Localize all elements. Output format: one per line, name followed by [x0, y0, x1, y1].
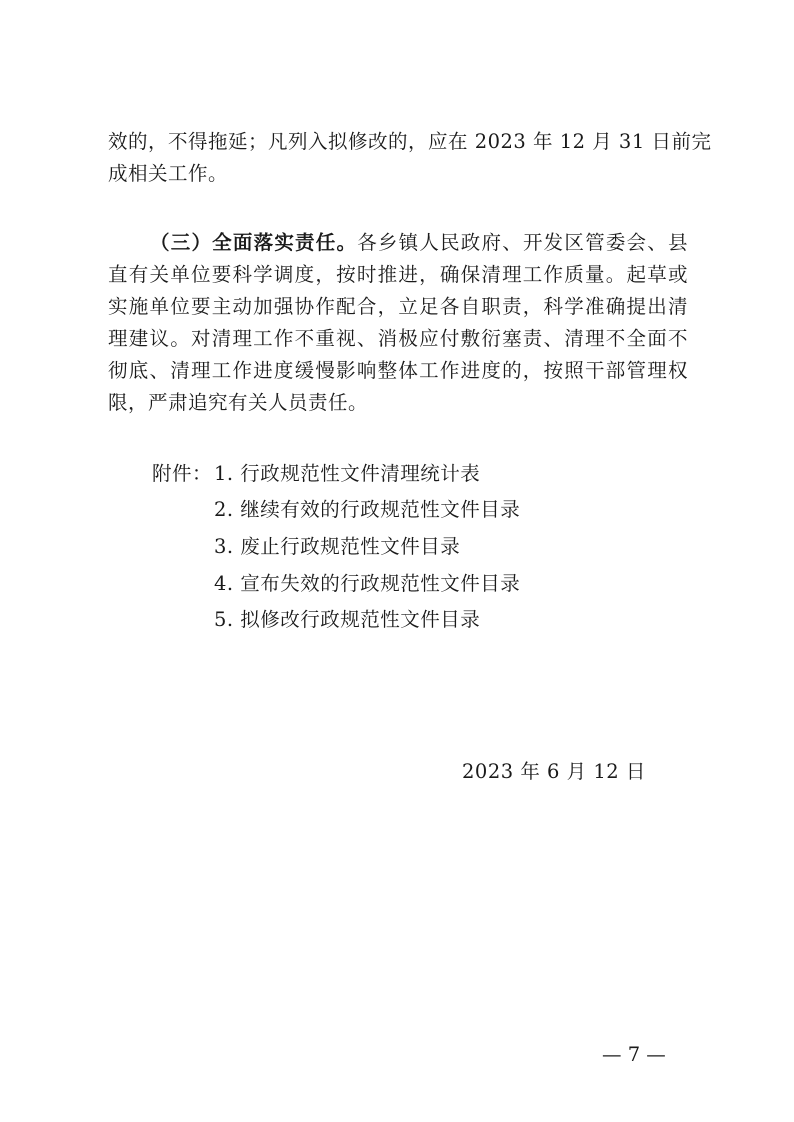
- attachment-item-1: 1. 行政规范性文件清理统计表: [214, 462, 481, 485]
- section-text-start: 各乡镇人民政府、开发区管委会、县: [357, 231, 688, 254]
- body-line-6: 理建议。对清理工作不重视、消极应付敷衍塞责、清理不全面不: [108, 327, 688, 350]
- body-line-7: 彻底、清理工作进度缓慢影响整体工作进度的，按照干部管理权: [108, 359, 688, 382]
- attachment-item-4: 4. 宣布失效的行政规范性文件目录: [214, 572, 521, 595]
- body-line-4: 直有关单位要科学调度，按时推进，确保清理工作质量。起草或: [108, 263, 688, 286]
- attachment-item-3: 3. 废止行政规范性文件目录: [214, 535, 461, 558]
- body-line-1: 效的，不得拖延；凡列入拟修改的，应在 2023 年 12 月 31 日前完: [108, 130, 712, 153]
- attachment-item-2: 2. 继续有效的行政规范性文件目录: [214, 498, 521, 521]
- attachment-item-5: 5. 拟修改行政规范性文件目录: [214, 608, 481, 631]
- body-line-2: 成相关工作。: [108, 162, 229, 185]
- section-three-line: [150, 228, 688, 258]
- page-number: — 7 —: [602, 1043, 666, 1066]
- body-line-5: 实施单位要主动加强协作配合，立足各自职责，科学准确提出清: [108, 295, 688, 318]
- body-line-8: 限，严肃追究有关人员责任。: [108, 391, 369, 414]
- attachments-label: 附件：: [152, 462, 213, 485]
- document-date: 2023 年 6 月 12 日: [462, 760, 646, 783]
- section-heading: （三）全面落实责任。: [150, 231, 358, 254]
